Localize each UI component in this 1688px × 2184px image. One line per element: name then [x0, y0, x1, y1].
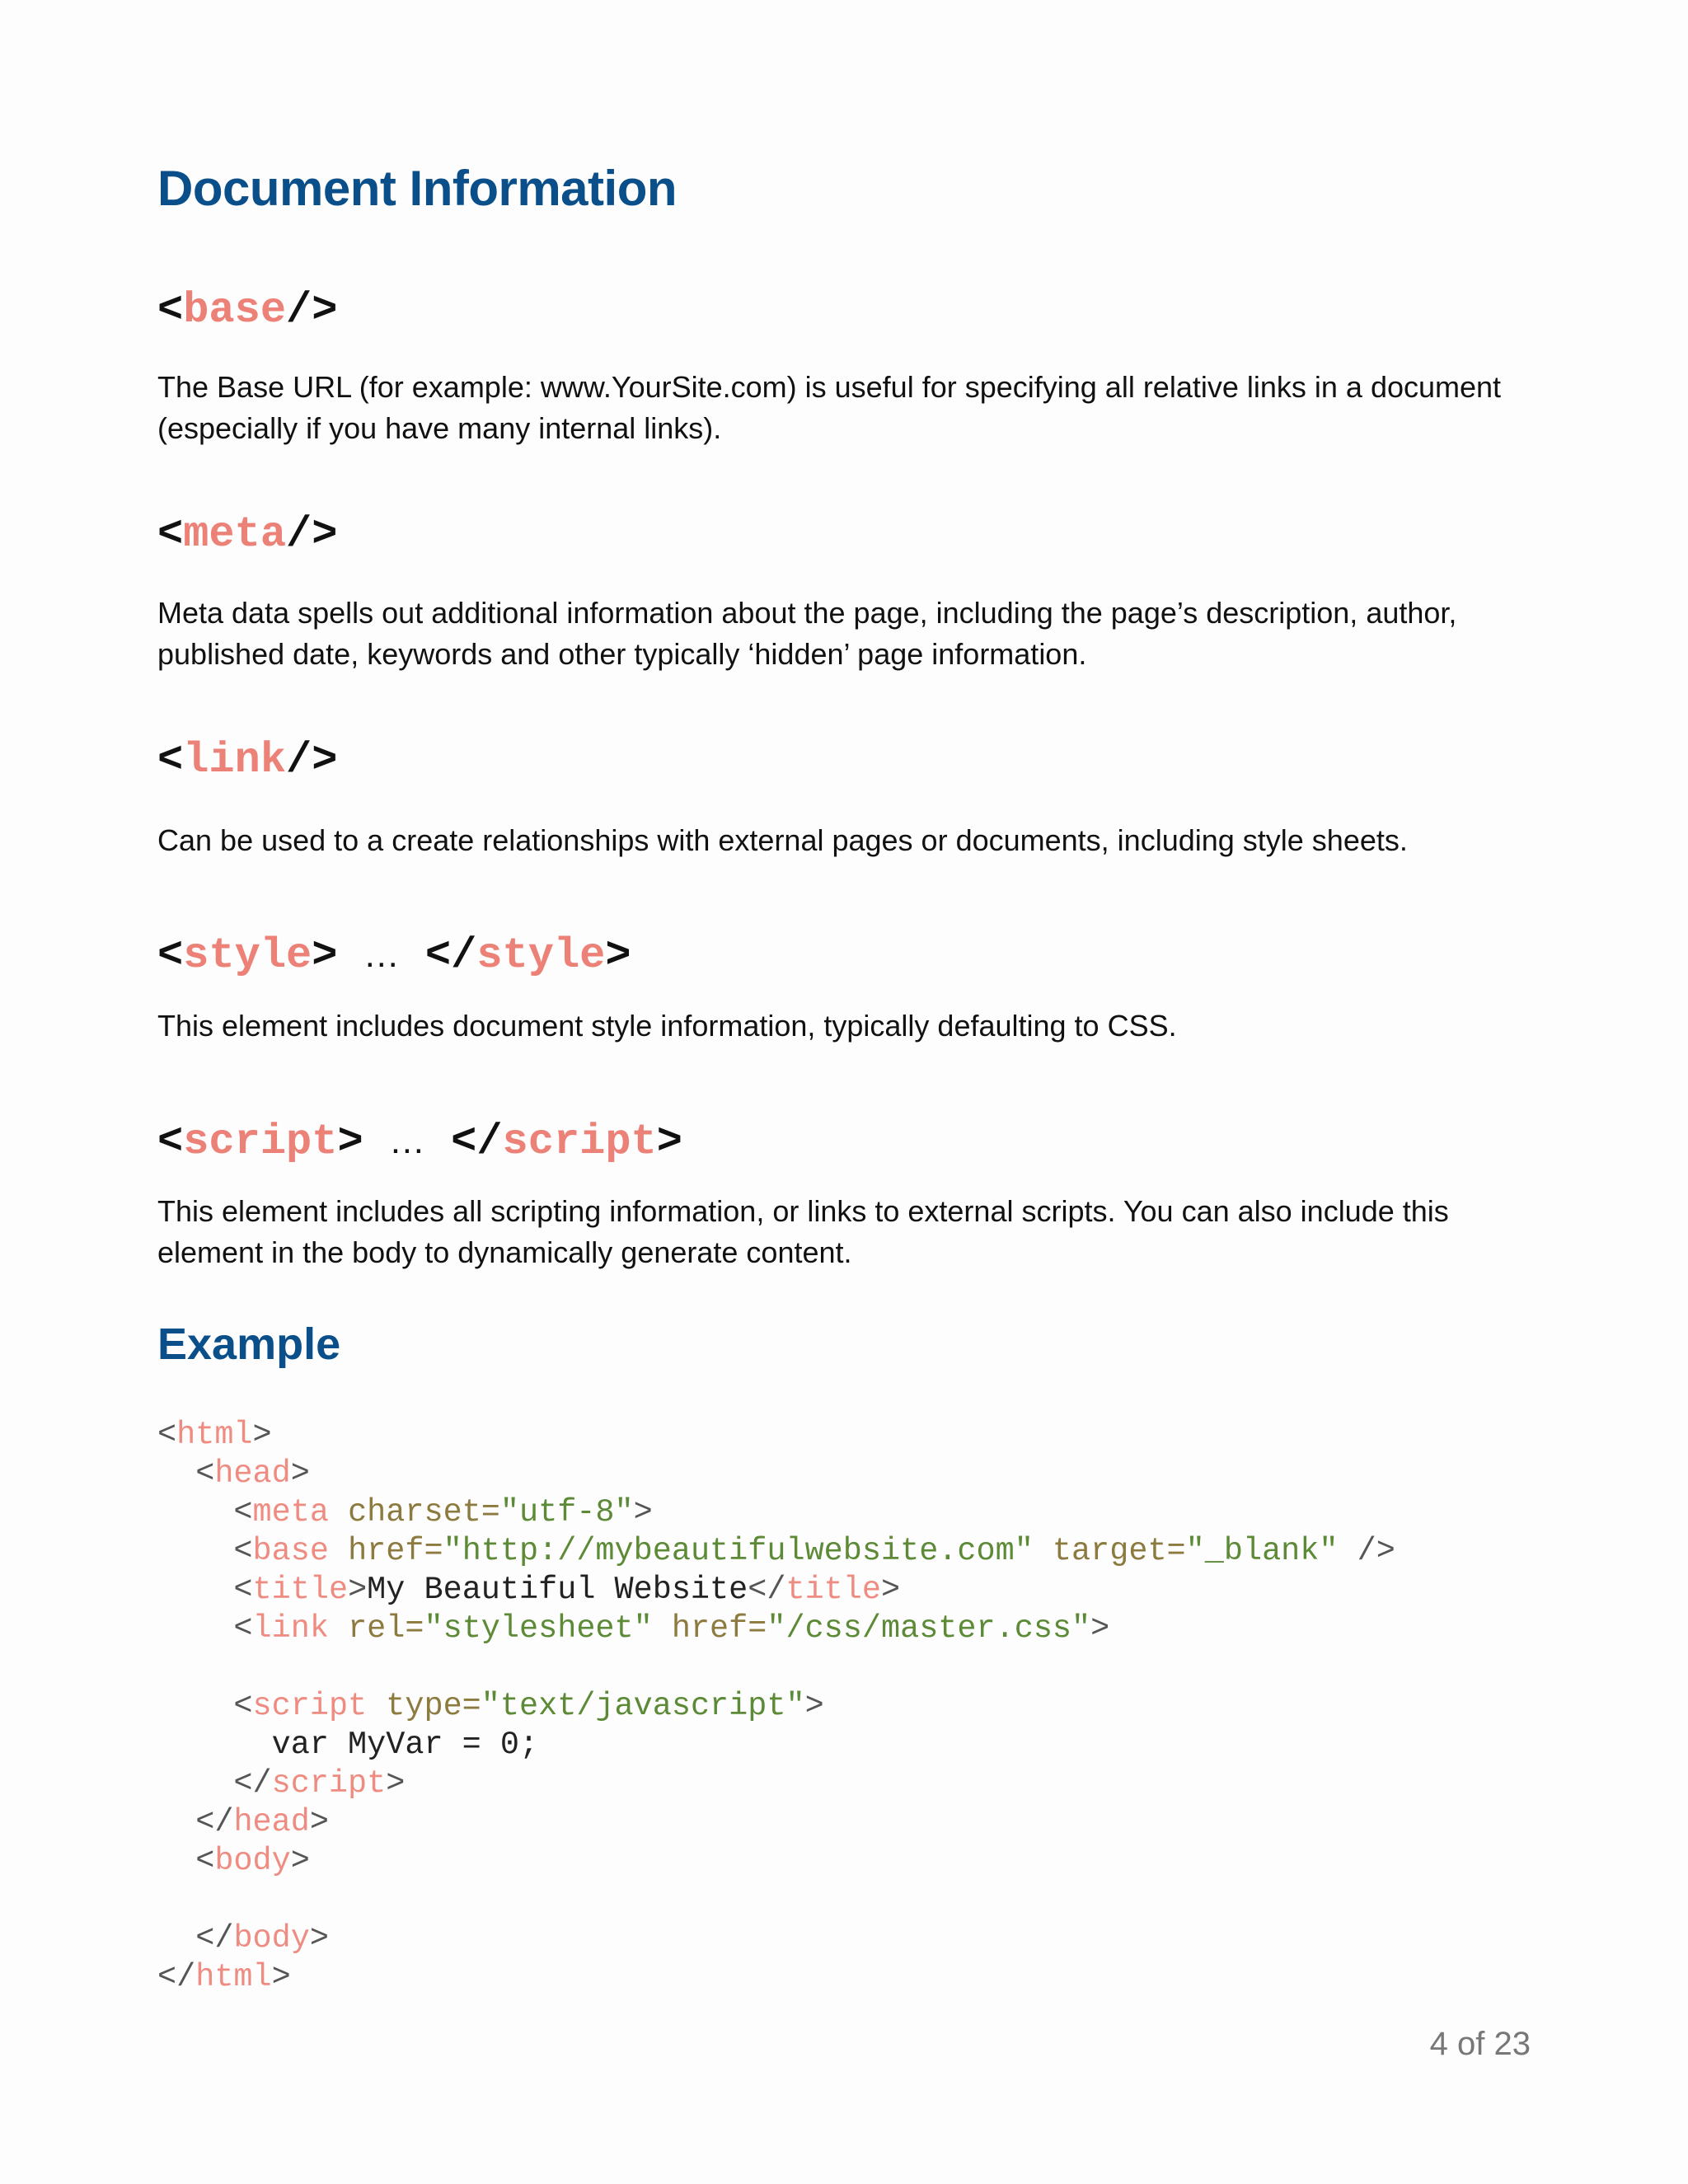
code-attribute: href=: [671, 1610, 767, 1647]
code-text: [157, 1610, 233, 1647]
code-text: [1034, 1533, 1053, 1569]
code-tag-name: title: [785, 1572, 881, 1608]
code-punctuation: >: [633, 1494, 653, 1530]
code-value: "text/javascript": [481, 1688, 805, 1724]
code-text: [329, 1533, 348, 1569]
ellipsis: …: [388, 1121, 425, 1161]
code-line: [157, 1687, 1395, 1726]
code-punctuation: </: [195, 1920, 234, 1957]
ellipsis: …: [363, 935, 400, 975]
code-tag-name: head: [214, 1455, 291, 1492]
code-example: [157, 1416, 1395, 1997]
code-punctuation: >: [386, 1765, 406, 1802]
code-punctuation: >: [881, 1572, 901, 1608]
code-punctuation: <: [233, 1610, 253, 1647]
section-description-style: This element includes document style information, typically defaulting to CSS.: [157, 1009, 1177, 1043]
section-heading-link: [157, 734, 337, 787]
code-text: [157, 1765, 233, 1802]
code-tag-name: title: [252, 1572, 349, 1608]
tag-open-bracket: <: [157, 286, 184, 335]
code-punctuation: </: [233, 1765, 272, 1802]
code-text: My Beautiful Website: [367, 1572, 748, 1608]
tag-open-bracket: <: [157, 1118, 184, 1166]
code-tag-name: script: [271, 1765, 387, 1802]
code-value: "stylesheet": [424, 1610, 653, 1647]
code-line: [157, 1765, 1395, 1803]
section-description-link: Can be used to a create relationships with external pages or documents, including style sheets.: [157, 823, 1408, 857]
code-punctuation: >: [309, 1920, 329, 1957]
tag-open-bracket: <: [157, 736, 184, 785]
code-punctuation: </: [157, 1959, 196, 1995]
code-text: [157, 1843, 195, 1879]
code-text: var MyVar = 0;: [157, 1727, 539, 1763]
code-tag-name: html: [176, 1417, 253, 1453]
tag-open-bracket: <: [157, 510, 184, 559]
code-tag-name: html: [195, 1959, 272, 1995]
code-text: [329, 1494, 348, 1530]
section-heading-style: [157, 929, 631, 982]
code-text: [157, 1533, 233, 1569]
example-title: Example: [157, 1319, 341, 1369]
section-description-base: The Base URL (for example: www.YourSite.com) is useful for specifying all relative links in a document (especially if you have many internal links).: [157, 370, 1502, 445]
code-attribute: href=: [348, 1533, 443, 1569]
code-line: [157, 1532, 1395, 1571]
code-punctuation: >: [290, 1843, 310, 1879]
code-punctuation: >: [348, 1572, 368, 1608]
code-attribute: target=: [1052, 1533, 1186, 1569]
code-attribute: rel=: [348, 1610, 424, 1647]
code-punctuation: >: [804, 1688, 824, 1724]
tag-name: base: [183, 286, 287, 335]
code-punctuation: >: [271, 1959, 291, 1995]
tag-close-bracket: >: [656, 1118, 682, 1166]
code-punctuation: <: [233, 1494, 253, 1530]
code-punctuation: />: [1357, 1533, 1395, 1569]
code-line: [157, 1648, 1395, 1687]
code-line: [157, 1610, 1395, 1648]
code-text: [1339, 1533, 1357, 1569]
code-tag-name: script: [252, 1688, 368, 1724]
section-description-meta: Meta data spells out additional information about the page, including the page’s description, author, published date, keywords and other typically ‘hidden’ page information.: [157, 596, 1457, 671]
code-punctuation: >: [1090, 1610, 1110, 1647]
tag-close-bracket: />: [286, 510, 338, 559]
code-tag-name: link: [252, 1610, 329, 1647]
tag-name: link: [183, 736, 287, 785]
tag-close-bracket: />: [286, 286, 338, 335]
code-text: [157, 1920, 195, 1957]
code-tag-name: base: [252, 1533, 329, 1569]
section-heading-base: [157, 284, 337, 337]
code-text: [653, 1610, 672, 1647]
code-punctuation: <: [233, 1533, 253, 1569]
code-punctuation: >: [309, 1804, 329, 1840]
code-punctuation: </: [748, 1572, 786, 1608]
code-value: "http://mybeautifulwebsite.com": [443, 1533, 1034, 1569]
code-punctuation: <: [233, 1572, 253, 1608]
code-attribute: charset=: [348, 1494, 500, 1530]
code-value: "utf-8": [499, 1494, 634, 1530]
code-text: [367, 1688, 386, 1724]
code-text: [157, 1455, 195, 1492]
code-attribute: type=: [386, 1688, 481, 1724]
page-title: Document Information: [157, 161, 677, 216]
code-punctuation: >: [252, 1417, 272, 1453]
code-line: [157, 1958, 1395, 1997]
code-punctuation: <: [195, 1843, 215, 1879]
code-punctuation: <: [233, 1688, 253, 1724]
code-tag-name: body: [233, 1920, 310, 1957]
code-text: [157, 1494, 233, 1530]
code-line: [157, 1803, 1395, 1842]
section-heading-script: [157, 1115, 682, 1169]
code-punctuation: </: [195, 1804, 234, 1840]
tag-open-bracket: </: [424, 931, 477, 980]
tag-close-bracket: >: [605, 931, 631, 980]
code-value: "/css/master.css": [767, 1610, 1091, 1647]
code-line: [157, 1493, 1395, 1532]
code-punctuation: >: [290, 1455, 310, 1492]
code-punctuation: <: [195, 1455, 215, 1492]
code-tag-name: head: [233, 1804, 310, 1840]
tag-name: style: [476, 931, 606, 980]
code-text: [329, 1610, 348, 1647]
code-line: [157, 1881, 1395, 1919]
tag-name: script: [183, 1118, 338, 1166]
code-value: "_blank": [1185, 1533, 1339, 1569]
section-description-script: This element includes all scripting information, or links to external scripts. You can also include this element in the body to dynamically generate content.: [157, 1194, 1449, 1269]
tag-close-bracket: />: [286, 736, 338, 785]
tag-name: script: [502, 1118, 657, 1166]
code-punctuation: <: [157, 1417, 177, 1453]
code-line: [157, 1726, 1395, 1765]
tag-close-bracket: >: [312, 931, 338, 980]
section-heading-meta: [157, 509, 337, 561]
code-line: [157, 1571, 1395, 1610]
code-text: [157, 1804, 195, 1840]
code-tag-name: body: [214, 1843, 291, 1879]
code-text: [157, 1572, 233, 1608]
tag-close-bracket: >: [337, 1118, 363, 1166]
code-line: [157, 1919, 1395, 1958]
code-line: [157, 1842, 1395, 1881]
code-tag-name: meta: [252, 1494, 329, 1530]
code-text: [157, 1688, 233, 1724]
tag-name: style: [183, 931, 312, 980]
tag-open-bracket: </: [451, 1118, 503, 1166]
code-line: [157, 1416, 1395, 1455]
page-number: 4 of 23: [1429, 2026, 1531, 2062]
code-line: [157, 1455, 1395, 1493]
tag-name: meta: [183, 510, 287, 559]
tag-open-bracket: <: [157, 931, 184, 980]
